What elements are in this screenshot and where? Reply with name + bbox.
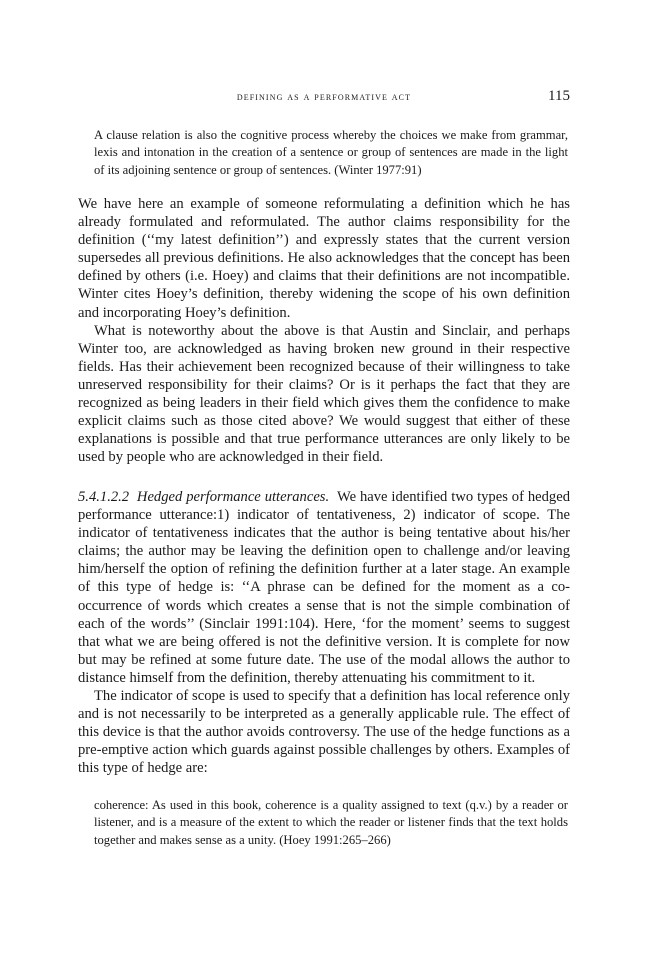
paragraph: We have here an example of someone reformulating a definition which he has already formulated and reformulated. The author claims responsibility for the definition (‘‘my latest definition’’) and expressly states that the current version supersedes all previous definitions. He also acknowledges that the concept has been defined by others (i.e. Hoey) and claims that their definitions are not incompatible. Winter cites Hoey’s definition, thereby widening the scope of his own definition and incorporating Hoey’s definition. [78, 196, 570, 321]
block-quote-hoey: coherence: As used in this book, coherence is a quality assigned to text (q.v.) by a reader or listener, and is a measure of the extent to which the reader or listener finds that the text holds together and makes sense as a unity. (Hoey 1991:265–266) [94, 798, 568, 847]
body-section-1 [78, 195, 570, 466]
section-title: Hedged performance utterances. [136, 489, 330, 505]
running-title: defining as a performative act [236, 91, 412, 103]
paragraph: The indicator of scope is used to specify that a definition has local reference only and is not necessarily to be interpreted as a generally applicable rule. The effect of this device is that the author avoids controversy. The use of the hedge functions as a pre-emptive action which guards against possible challenges by others. Examples of this type of hedge are: [78, 688, 570, 777]
section-first-paragraph-text: We have identified two types of hedged performance utterance:1) indicator of tentativeness, 2) indicator of scope. The indicator of tentativeness indicates that the author is being tentative about his/her claims; the author may be leaving the definition open to challenge and/or leaving him/herself the option of refining the definition further at a later stage. An example of this type of hedge is: ‘‘A phrase can be defined for the moment as a co-occurrence of words which creates a sense that is not the simple combination of each of the words’’ (Sinclair 1991:104). Here, ‘for the moment’ seems to suggest that what we are being offered is not the definitive version. It is complete for now but may be refined at some future date. The use of the modal allows the author to distance himself from the definition, thereby attenuating his commitment to it. [78, 489, 570, 686]
block-quote-winter: A clause relation is also the cognitive process whereby the choices we make from grammar, lexis and intonation in the creation of a sentence or group of sentences are made in the light of its adjoining sentence or group of sentences. (Winter 1977:91) [94, 128, 568, 177]
section-number: 5.4.1.2.2 [78, 489, 130, 505]
running-head [78, 88, 570, 108]
body-section-2 [78, 488, 570, 778]
page-number: 115 [548, 88, 570, 104]
section-paragraph [78, 488, 570, 687]
paragraph: What is noteworthy about the above is that Austin and Sinclair, and perhaps Winter too, are acknowledged as having broken new ground in their respective fields. Has their achievement been recognized because of their willingness to take unreserved responsibility for their claims? Or is it perhaps the fact that they are recognized as being leaders in their field which gives them the confidence to make explicit claims such as those cited above? We would suggest that either of these explanations is possible and that true performance utterances are only likely to be used by people who are acknowledged in their field. [78, 322, 570, 466]
